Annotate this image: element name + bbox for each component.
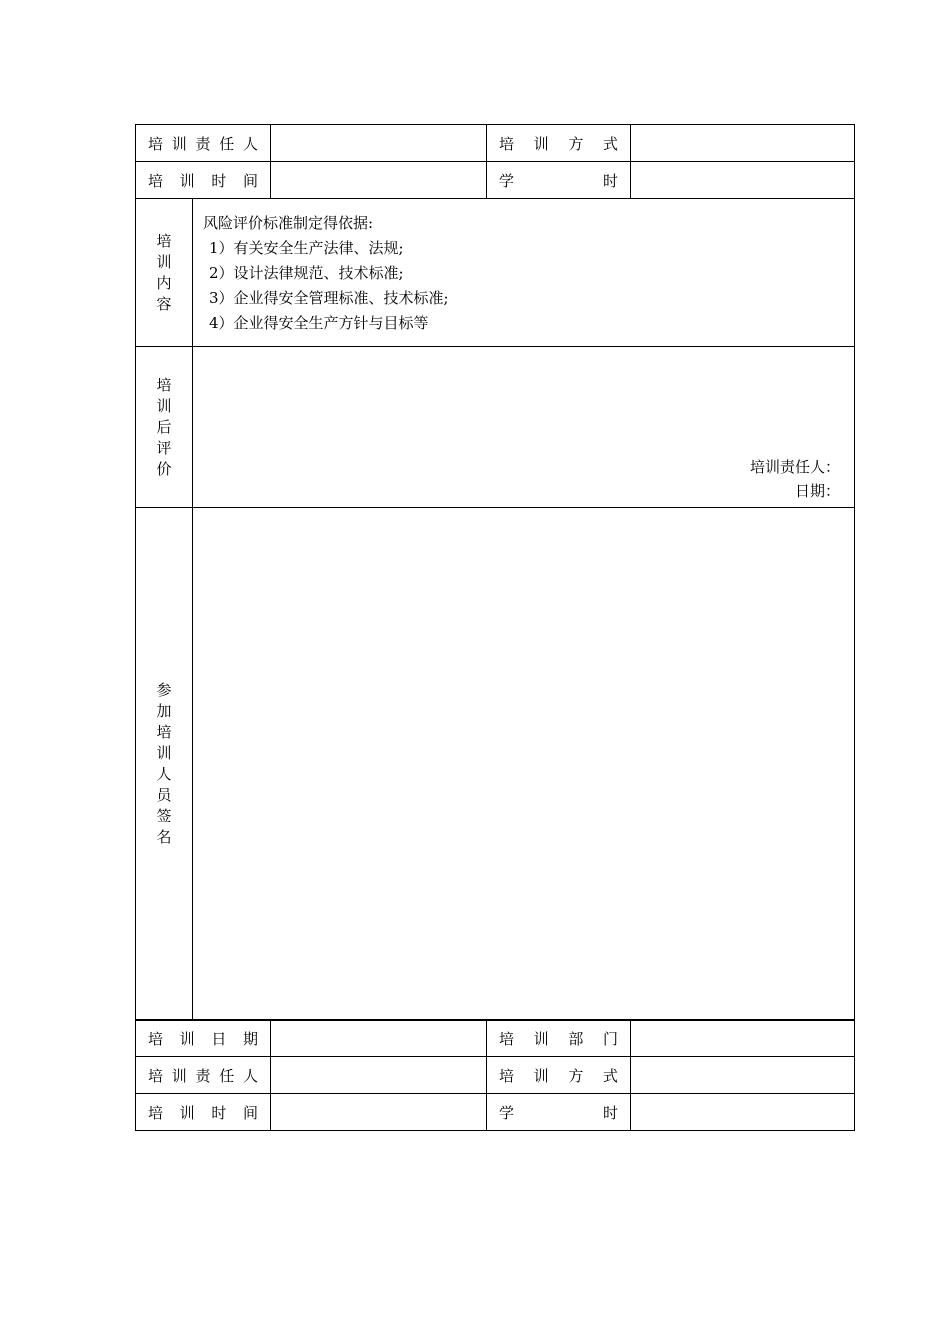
label-training-responsible: 培 训 责 任 人 (136, 1057, 271, 1094)
row-time-hours (136, 1094, 855, 1131)
label-training-date: 培 训 日 期 (136, 1020, 271, 1057)
label-training-department: 培 训 部 门 (487, 1020, 631, 1057)
content-heading: 风险评价标准制定得依据: (203, 214, 374, 232)
row-responsible-method (136, 125, 855, 162)
row-participant-signatures (136, 508, 855, 1021)
training-summary-table (135, 1019, 855, 1131)
value-training-responsible[interactable] (271, 1057, 487, 1094)
content-item: 2）设计法律规范、技术标准; (209, 264, 404, 282)
evaluation-date-label: 日期： (795, 482, 841, 500)
label-class-hours: 学 时 (487, 162, 631, 199)
label-training-content: 培 训 内 容 (136, 199, 193, 347)
content-item: 3）企业得安全管理标准、技术标准; (209, 289, 449, 307)
label-class-hours: 学 时 (487, 1094, 631, 1131)
value-training-time[interactable] (271, 162, 487, 199)
content-item: 4）企业得安全生产方针与目标等 (209, 314, 429, 332)
label-training-time: 培 训 时 间 (136, 162, 271, 199)
signatures-body[interactable] (193, 508, 855, 1021)
label-participant-signatures: 参 加 培 训 人 员 签 名 (136, 508, 193, 1021)
value-training-method[interactable] (631, 125, 855, 162)
evaluation-responsible-label: 培训责任人： (750, 458, 841, 476)
value-training-time[interactable] (271, 1094, 487, 1131)
label-training-method: 培 训 方 式 (487, 1057, 631, 1094)
value-class-hours[interactable] (631, 162, 855, 199)
value-training-department[interactable] (631, 1020, 855, 1057)
label-training-responsible: 培 训 责 任 人 (136, 125, 271, 162)
label-post-training-evaluation: 培 训 后 评 价 (136, 347, 193, 508)
row-responsible-method (136, 1057, 855, 1094)
row-time-hours (136, 162, 855, 199)
value-training-responsible[interactable] (271, 125, 487, 162)
label-training-method: 培 训 方 式 (487, 125, 631, 162)
training-content-body (193, 199, 855, 347)
row-post-training-evaluation (136, 347, 855, 508)
training-record-table (135, 124, 855, 1021)
content-item: 1）有关安全生产法律、法规; (209, 239, 404, 257)
value-training-date[interactable] (271, 1020, 487, 1057)
row-training-content (136, 199, 855, 347)
label-training-time: 培 训 时 间 (136, 1094, 271, 1131)
evaluation-body[interactable] (193, 347, 855, 508)
value-training-method[interactable] (631, 1057, 855, 1094)
row-date-department (136, 1020, 855, 1057)
value-class-hours[interactable] (631, 1094, 855, 1131)
